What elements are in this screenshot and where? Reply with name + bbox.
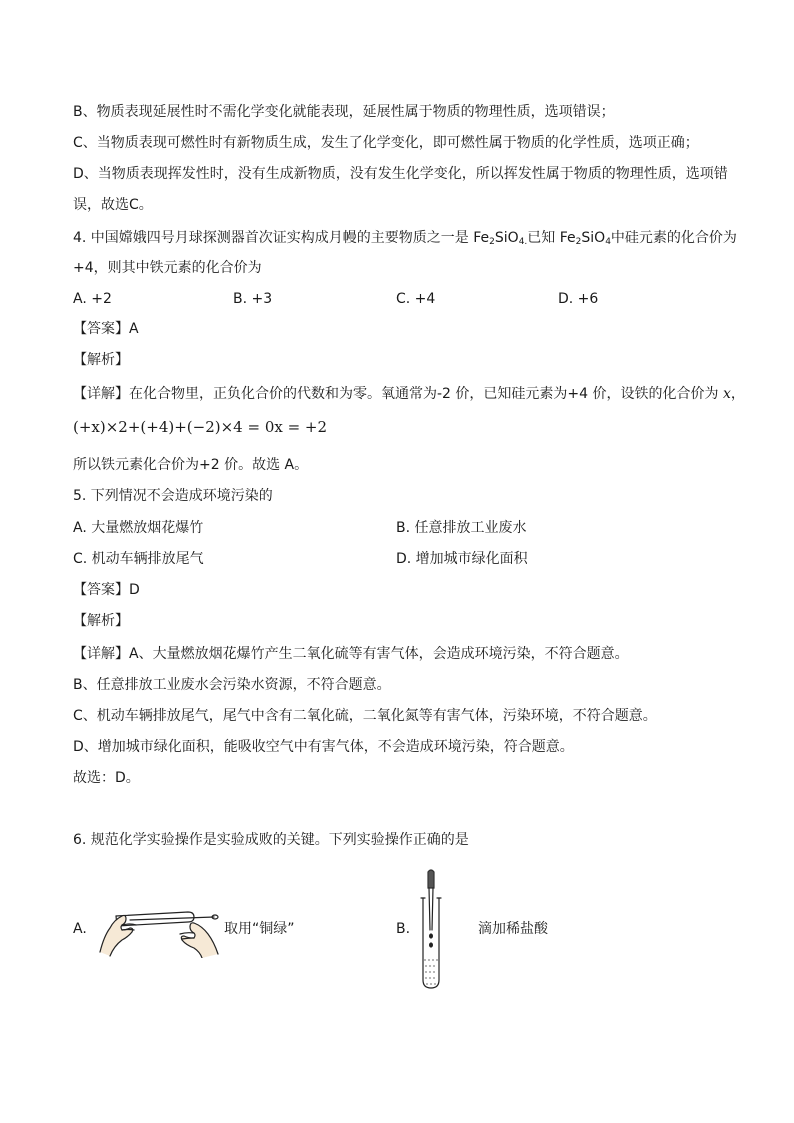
explanation-d-line2: 误，故选C。 bbox=[73, 197, 153, 213]
q4-option-c: C. +4 bbox=[396, 291, 436, 307]
q5-option-b: B. 任意排放工业废水 bbox=[396, 520, 527, 536]
q4-stem-line1: 4. 中国嫦娥四号月球探测器首次证实构成月幔的主要物质之一是 $Fe_2SiO_{4.}$已知 $Fe_2SiO_4$中硅元素的化合价为 bbox=[73, 230, 737, 247]
explanation-c: C、当物质表现可燃性时有新物质生成，发生了化学变化，即可燃性属于物质的化学性质，选项正确； bbox=[73, 135, 699, 151]
explanation-b: B、物质表现延展性时不需化学变化就能表现，延展性属于物质的物理性质，选项错误； bbox=[73, 104, 615, 120]
q5-detail-c: C、机动车辆排放尾气，尾气中含有二氧化硫，二氧化氮等有害气体，污染环境，不符合题意。 bbox=[73, 708, 657, 724]
explanation-d-line1: D、当物质表现挥发性时，没有生成新物质，没有发生化学变化，所以挥发性属于物质的物理性质，选项错 bbox=[73, 166, 728, 182]
q5-detail-b: B、任意排放工业废水会污染水资源，不符合题意。 bbox=[73, 677, 391, 693]
hands-test-tube-figure bbox=[96, 892, 220, 958]
q5-option-c: C. 机动车辆排放尾气 bbox=[73, 551, 204, 567]
q4-option-d: D. +6 bbox=[558, 291, 599, 307]
q6-option-a-text: 取用“铜绿” bbox=[224, 921, 295, 937]
q6-option-b-letter: B. bbox=[396, 921, 411, 937]
q5-stem: 5. 下列情况不会造成环境污染的 bbox=[73, 488, 273, 504]
q5-analysis-heading: 【解析】 bbox=[73, 613, 129, 629]
q5-detail-a: 【详解】A、大量燃放烟花爆竹产生二氧化硫等有害气体，会造成环境污染，不符合题意。 bbox=[73, 646, 629, 662]
q6-stem: 6. 规范化学实验操作是实验成败的关键。下列实验操作正确的是 bbox=[73, 832, 469, 848]
q4-detail: 【详解】在化合物里，正负化合价的代数和为零。氧通常为-2 价，已知硅元素为+4 价，设铁的化合价为 x， bbox=[73, 386, 745, 402]
q4-option-a: A. +2 bbox=[73, 291, 112, 307]
q5-option-a: A. 大量燃放烟花爆竹 bbox=[73, 520, 204, 536]
q4-conclusion: 所以铁元素化合价为+2 价。故选 A。 bbox=[73, 457, 309, 473]
q5-answer: 【答案】D bbox=[73, 582, 140, 598]
q5-conclusion: 故选：D。 bbox=[73, 770, 140, 786]
q4-answer: 【答案】A bbox=[73, 321, 139, 337]
q5-detail-d: D、增加城市绿化面积，能吸收空气中有害气体，不会造成环境污染，符合题意。 bbox=[73, 739, 574, 755]
q5-option-d: D. 增加城市绿化面积 bbox=[396, 551, 528, 567]
q6-option-a-letter: A. bbox=[73, 921, 87, 937]
q4-stem-line2: +4，则其中铁元素的化合价为 bbox=[73, 260, 262, 276]
q4-analysis-heading: 【解析】 bbox=[73, 352, 129, 368]
q6-option-b-text: 滴加稀盐酸 bbox=[478, 921, 548, 937]
q4-option-b: B. +3 bbox=[233, 291, 273, 307]
q4-equation: (+x)×2+(+4)+(−2)×4 = 0x = +2 bbox=[73, 418, 328, 436]
dropper-test-tube-figure bbox=[416, 868, 446, 992]
